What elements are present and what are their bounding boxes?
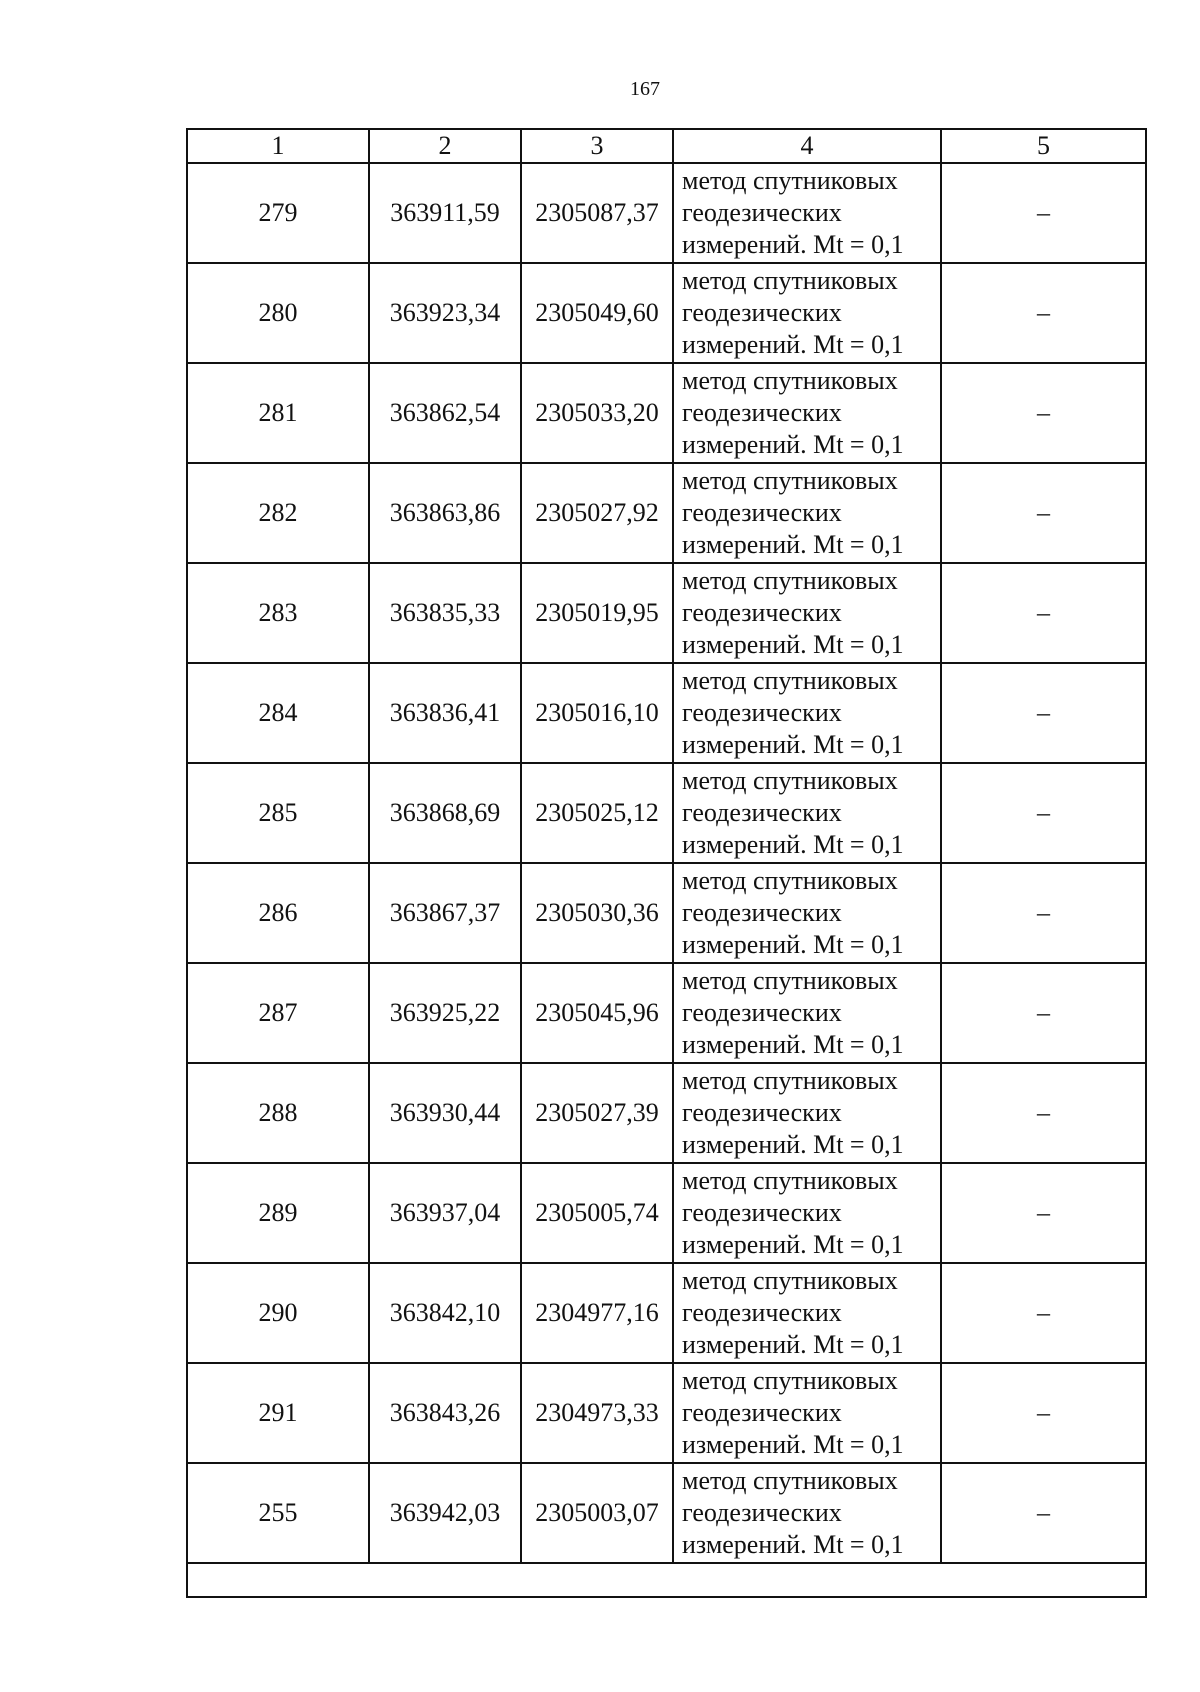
y-coordinate-cell: 2304977,16 bbox=[521, 1263, 673, 1363]
method-line: геодезических bbox=[682, 798, 842, 827]
method-line: измерений. Mt = 0,1 bbox=[682, 830, 904, 859]
table-row bbox=[187, 263, 1146, 363]
method-cell bbox=[673, 263, 941, 363]
x-coordinate-cell: 363843,26 bbox=[369, 1363, 521, 1463]
point-number-cell: 290 bbox=[187, 1263, 369, 1363]
x-coordinate-cell: 363863,86 bbox=[369, 463, 521, 563]
method-cell bbox=[673, 1463, 941, 1563]
method-line: измерений. Mt = 0,1 bbox=[682, 1230, 904, 1259]
header-col-2: 2 bbox=[369, 129, 521, 163]
method-line: измерений. Mt = 0,1 bbox=[682, 330, 904, 359]
x-coordinate-cell: 363868,69 bbox=[369, 763, 521, 863]
table-row bbox=[187, 563, 1146, 663]
method-line: геодезических bbox=[682, 1298, 842, 1327]
point-number-cell: 283 bbox=[187, 563, 369, 663]
method-line: метод спутниковых bbox=[682, 366, 898, 395]
method-line: геодезических bbox=[682, 698, 842, 727]
method-line: геодезических bbox=[682, 498, 842, 527]
method-line: геодезических bbox=[682, 598, 842, 627]
y-coordinate-cell: 2305003,07 bbox=[521, 1463, 673, 1563]
method-cell bbox=[673, 363, 941, 463]
method-cell bbox=[673, 763, 941, 863]
col5-cell: – bbox=[941, 563, 1146, 663]
col5-cell: – bbox=[941, 463, 1146, 563]
y-coordinate-cell: 2305087,37 bbox=[521, 163, 673, 263]
method-cell bbox=[673, 1063, 941, 1163]
y-coordinate-cell: 2305030,36 bbox=[521, 863, 673, 963]
x-coordinate-cell: 363911,59 bbox=[369, 163, 521, 263]
point-number-cell: 281 bbox=[187, 363, 369, 463]
col5-cell: – bbox=[941, 963, 1146, 1063]
page-number: 167 bbox=[630, 78, 660, 100]
table-row bbox=[187, 1163, 1146, 1263]
point-number-cell: 282 bbox=[187, 463, 369, 563]
method-cell bbox=[673, 863, 941, 963]
point-number-cell: 285 bbox=[187, 763, 369, 863]
col5-cell: – bbox=[941, 263, 1146, 363]
method-line: метод спутниковых bbox=[682, 966, 898, 995]
method-line: измерений. Mt = 0,1 bbox=[682, 730, 904, 759]
method-line: метод спутниковых bbox=[682, 266, 898, 295]
method-cell bbox=[673, 563, 941, 663]
method-cell bbox=[673, 1363, 941, 1463]
y-coordinate-cell: 2305025,12 bbox=[521, 763, 673, 863]
table-row bbox=[187, 963, 1146, 1063]
x-coordinate-cell: 363862,54 bbox=[369, 363, 521, 463]
method-line: геодезических bbox=[682, 998, 842, 1027]
col5-cell: – bbox=[941, 663, 1146, 763]
table-row bbox=[187, 1263, 1146, 1363]
header-row bbox=[187, 129, 1146, 163]
method-cell bbox=[673, 1163, 941, 1263]
empty-cell bbox=[187, 1563, 1146, 1597]
col5-cell: – bbox=[941, 363, 1146, 463]
method-line: геодезических bbox=[682, 298, 842, 327]
method-cell bbox=[673, 663, 941, 763]
table-row bbox=[187, 1063, 1146, 1163]
method-line: геодезических bbox=[682, 1498, 842, 1527]
point-number-cell: 255 bbox=[187, 1463, 369, 1563]
method-cell bbox=[673, 463, 941, 563]
x-coordinate-cell: 363867,37 bbox=[369, 863, 521, 963]
point-number-cell: 284 bbox=[187, 663, 369, 763]
table-body bbox=[187, 163, 1146, 1597]
method-line: метод спутниковых bbox=[682, 1366, 898, 1395]
method-line: метод спутниковых bbox=[682, 866, 898, 895]
method-line: метод спутниковых bbox=[682, 1166, 898, 1195]
col5-cell: – bbox=[941, 763, 1146, 863]
method-line: метод спутниковых bbox=[682, 1066, 898, 1095]
method-line: геодезических bbox=[682, 898, 842, 927]
x-coordinate-cell: 363937,04 bbox=[369, 1163, 521, 1263]
method-line: метод спутниковых bbox=[682, 666, 898, 695]
y-coordinate-cell: 2304973,33 bbox=[521, 1363, 673, 1463]
x-coordinate-cell: 363942,03 bbox=[369, 1463, 521, 1563]
method-line: метод спутниковых bbox=[682, 566, 898, 595]
method-line: метод спутниковых bbox=[682, 466, 898, 495]
col5-cell: – bbox=[941, 163, 1146, 263]
method-line: метод спутниковых bbox=[682, 166, 898, 195]
x-coordinate-cell: 363923,34 bbox=[369, 263, 521, 363]
method-line: измерений. Mt = 0,1 bbox=[682, 1330, 904, 1359]
col5-cell: – bbox=[941, 863, 1146, 963]
point-number-cell: 286 bbox=[187, 863, 369, 963]
method-line: геодезических bbox=[682, 1398, 842, 1427]
col5-cell: – bbox=[941, 1163, 1146, 1263]
col5-cell: – bbox=[941, 1463, 1146, 1563]
method-line: метод спутниковых bbox=[682, 766, 898, 795]
col5-cell: – bbox=[941, 1263, 1146, 1363]
x-coordinate-cell: 363930,44 bbox=[369, 1063, 521, 1163]
method-line: геодезических bbox=[682, 1098, 842, 1127]
table-row bbox=[187, 763, 1146, 863]
method-line: измерений. Mt = 0,1 bbox=[682, 1530, 904, 1559]
header-col-3: 3 bbox=[521, 129, 673, 163]
y-coordinate-cell: 2305027,39 bbox=[521, 1063, 673, 1163]
method-cell bbox=[673, 163, 941, 263]
method-line: измерений. Mt = 0,1 bbox=[682, 1030, 904, 1059]
header-col-4: 4 bbox=[673, 129, 941, 163]
table-row bbox=[187, 863, 1146, 963]
method-line: измерений. Mt = 0,1 bbox=[682, 430, 904, 459]
point-number-cell: 288 bbox=[187, 1063, 369, 1163]
method-line: геодезических bbox=[682, 198, 842, 227]
method-line: измерений. Mt = 0,1 bbox=[682, 1130, 904, 1159]
x-coordinate-cell: 363925,22 bbox=[369, 963, 521, 1063]
table-row bbox=[187, 1463, 1146, 1563]
point-number-cell: 280 bbox=[187, 263, 369, 363]
y-coordinate-cell: 2305019,95 bbox=[521, 563, 673, 663]
method-cell bbox=[673, 1263, 941, 1363]
method-line: метод спутниковых bbox=[682, 1466, 898, 1495]
point-number-cell: 291 bbox=[187, 1363, 369, 1463]
col5-cell: – bbox=[941, 1063, 1146, 1163]
table-row bbox=[187, 363, 1146, 463]
x-coordinate-cell: 363836,41 bbox=[369, 663, 521, 763]
y-coordinate-cell: 2305033,20 bbox=[521, 363, 673, 463]
method-line: геодезических bbox=[682, 1198, 842, 1227]
method-line: измерений. Mt = 0,1 bbox=[682, 530, 904, 559]
method-line: измерений. Mt = 0,1 bbox=[682, 230, 904, 259]
point-number-cell: 289 bbox=[187, 1163, 369, 1263]
method-cell bbox=[673, 963, 941, 1063]
x-coordinate-cell: 363835,33 bbox=[369, 563, 521, 663]
x-coordinate-cell: 363842,10 bbox=[369, 1263, 521, 1363]
y-coordinate-cell: 2305005,74 bbox=[521, 1163, 673, 1263]
method-line: измерений. Mt = 0,1 bbox=[682, 1430, 904, 1459]
method-line: измерений. Mt = 0,1 bbox=[682, 930, 904, 959]
method-line: метод спутниковых bbox=[682, 1266, 898, 1295]
y-coordinate-cell: 2305016,10 bbox=[521, 663, 673, 763]
table-row bbox=[187, 463, 1146, 563]
empty-row bbox=[187, 1563, 1146, 1597]
method-line: измерений. Mt = 0,1 bbox=[682, 630, 904, 659]
point-number-cell: 279 bbox=[187, 163, 369, 263]
y-coordinate-cell: 2305049,60 bbox=[521, 263, 673, 363]
coordinates-table bbox=[186, 128, 1147, 1598]
table-row bbox=[187, 1363, 1146, 1463]
header-col-1: 1 bbox=[187, 129, 369, 163]
point-number-cell: 287 bbox=[187, 963, 369, 1063]
y-coordinate-cell: 2305027,92 bbox=[521, 463, 673, 563]
table-row bbox=[187, 163, 1146, 263]
method-line: геодезических bbox=[682, 398, 842, 427]
table-row bbox=[187, 663, 1146, 763]
header-col-5: 5 bbox=[941, 129, 1146, 163]
col5-cell: – bbox=[941, 1363, 1146, 1463]
y-coordinate-cell: 2305045,96 bbox=[521, 963, 673, 1063]
